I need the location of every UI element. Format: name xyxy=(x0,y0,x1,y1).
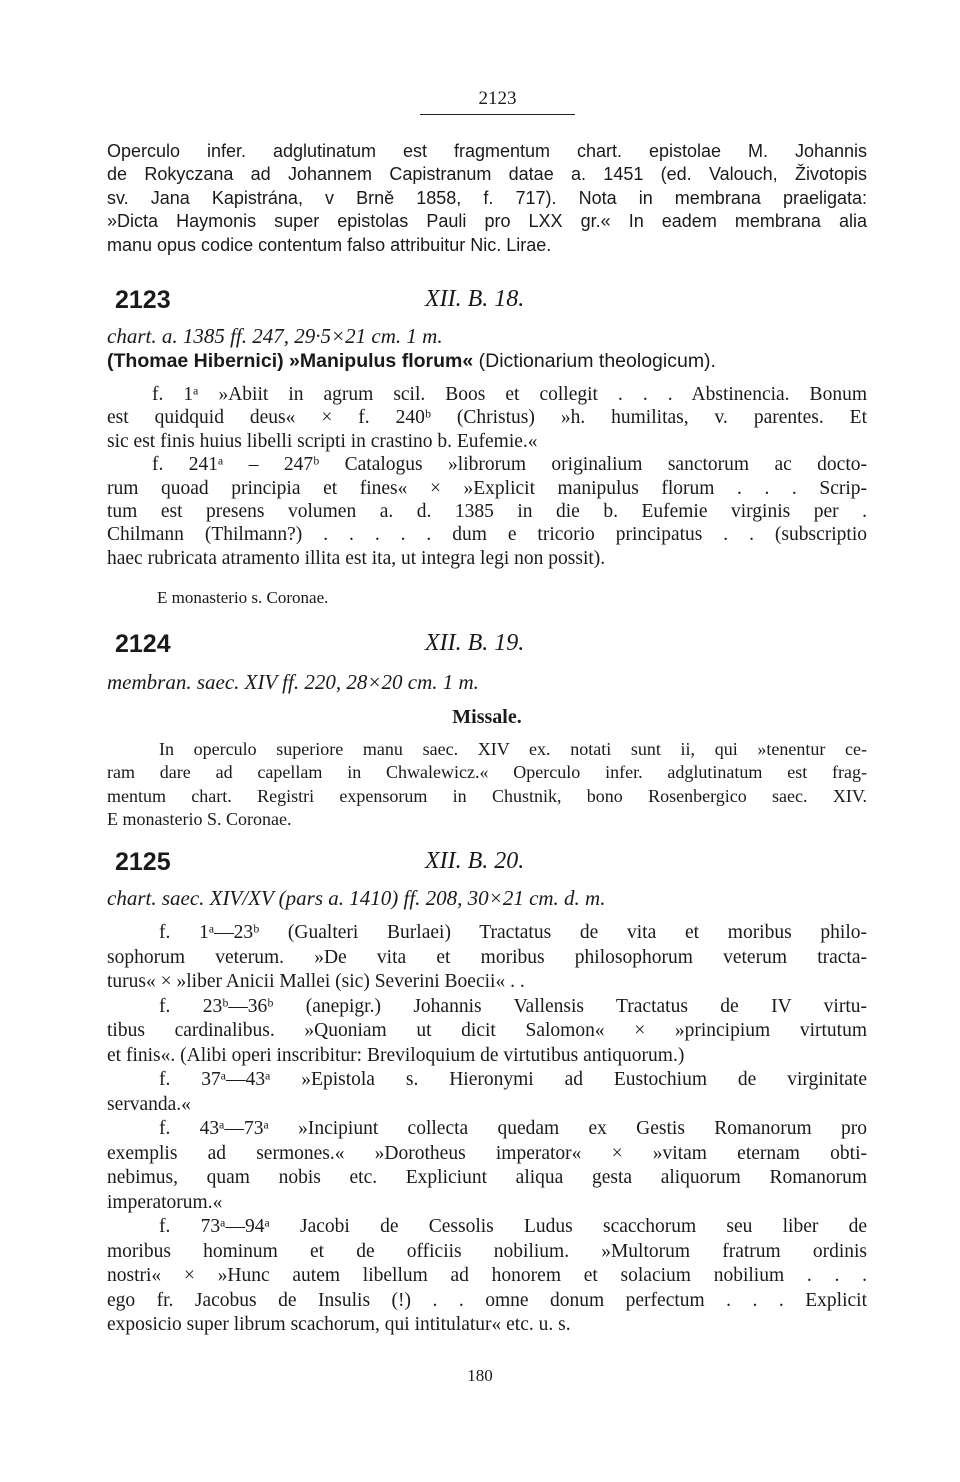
text-line: exposicio super librum scachorum, qui intitulatur« etc. u. s. xyxy=(107,1314,571,1335)
physical-description: chart. a. 1385 ff. 247, 29·5×21 cm. 1 m. xyxy=(107,324,443,348)
text-line: imperatorum.« xyxy=(107,1191,223,1213)
content-item xyxy=(107,1117,867,1215)
text-line: et finis«. (Alibi operi inscribitur: Breviloquium de virtutibus antiquorum.) xyxy=(107,1044,685,1066)
text-line: sic est finis huius libelli scripti in crastino b. Eufemie.« xyxy=(107,430,538,452)
text-line: moribus hominum et de officiis nobilium. »Multorum fratrum ordinis xyxy=(107,1240,867,1262)
text-line: servanda.« xyxy=(107,1093,191,1115)
text-line: f. 1ᵃ »Abiit in agrum scil. Boos et collegit . . . Abstinencia. Bonum xyxy=(152,384,867,405)
continuation-paragraph xyxy=(107,140,867,257)
text-line: f. 23ᵇ—36ᵇ (anepigr.) Johannis Vallensis Tractatus de IV virtu- xyxy=(159,995,867,1017)
text-line: nostri« × »Hunc autem libellum ad honorem et solacium nobilium . . . xyxy=(107,1265,867,1286)
text-line: est quidquid deus« × f. 240ᵇ (Christus) »h. humilitas, v. parentes. Et xyxy=(107,407,867,429)
entry-number: 2125 xyxy=(115,848,171,876)
text-line: ram dare ad capellam in Chwalewicz.« Operculo infer. adglutinatum est frag- xyxy=(107,762,867,783)
content-item xyxy=(107,1068,867,1117)
entry-number: 2124 xyxy=(115,630,171,658)
text-line: Operculo infer. adglutinatum est fragmentum chart. epistolae M. Johannis xyxy=(107,141,867,161)
text-line: sv. Jana Kapistrána, v Brně 1858, f. 717). Nota in membrana praeligata: xyxy=(107,187,867,208)
work-subtitle: (Dictionarium theologicum). xyxy=(473,350,716,372)
running-header-entry-number: 2123 xyxy=(420,88,575,115)
text-line: In operculo superiore manu saec. XIV ex. notati sunt ii, qui »tenentur ce- xyxy=(159,739,867,759)
physical-description: chart. saec. XIV/XV (pars a. 1410) ff. 208, 30×21 cm. d. m. xyxy=(107,886,606,910)
text-line: tum est presens volumen a. d. 1385 in die b. Eufemie virginis per . xyxy=(107,501,867,523)
content-item xyxy=(107,1215,867,1338)
entry-body-2124 xyxy=(107,738,867,832)
entry-body-2125 xyxy=(107,921,867,1338)
work-title: Missale. xyxy=(452,706,522,728)
work-title: (Thomae Hibernici) »Manipulus florum« xyxy=(107,350,474,372)
text-line: nebimus, quam nobis etc. Expliciunt aliqua gesta aliquorum Romanorum xyxy=(107,1167,867,1188)
text-line: f. 73ᵃ—94ᵃ Jacobi de Cessolis Ludus scacchorum seu liber de xyxy=(159,1216,867,1237)
text-line: ego fr. Jacobus de Insulis (!) . . omne donum perfectum . . . Explicit xyxy=(107,1289,867,1311)
text-line: exemplis ad sermones.« »Dorotheus imperator« × »vitam eternam obti- xyxy=(107,1142,867,1164)
text-line: turus« × »liber Anicii Mallei (sic) Severini Boecii« . . xyxy=(107,971,525,992)
provenance-note: E monasterio s. Coronae. xyxy=(157,588,329,607)
shelf-signature: XII. B. 18. xyxy=(425,286,525,312)
text-line: tibus cardinalibus. »Quoniam ut dicit Salomon« × »principium virtutum xyxy=(107,1020,867,1041)
content-item xyxy=(107,921,867,995)
entry-heading-2124 xyxy=(115,630,875,664)
text-line: sophorum veterum. »De vita et moribus philosophorum veterum tracta- xyxy=(107,946,867,968)
entry-heading-2125 xyxy=(115,848,875,882)
text-line: f. 241ᵃ – 247ᵇ Catalogus »librorum originalium sanctorum ac docto- xyxy=(152,454,867,476)
shelf-signature: XII. B. 19. xyxy=(425,630,525,656)
text-line: de Rokyczana ad Johannem Capistranum datae a. 1451 (ed. Valouch, Životopis xyxy=(107,164,867,185)
text-line: rum quoad principia et fines« × »Explicit manipulus florum . . . Scrip- xyxy=(107,477,867,499)
entry-number: 2123 xyxy=(115,286,171,314)
text-line: f. 1ᵃ—23ᵇ (Gualteri Burlaei) Tractatus de vita et moribus philo- xyxy=(159,922,867,943)
entry-title-line xyxy=(107,350,867,373)
text-line: Chilmann (Thilmann?) . . . . . dum e tricorio principatus . . (subscriptio xyxy=(107,524,867,546)
text-line: manu opus codice contentum falso attribuitur Nic. Lirae. xyxy=(107,234,552,255)
text-line: E monasterio S. Coronae. xyxy=(107,809,292,830)
physical-description: membran. saec. XIV ff. 220, 28×20 cm. 1 m. xyxy=(107,670,479,694)
shelf-signature: XII. B. 20. xyxy=(425,848,525,874)
entry-heading-2123 xyxy=(115,286,875,320)
entry-body-2123 xyxy=(107,383,867,570)
page-number: 180 xyxy=(467,1366,493,1385)
text-line: mentum chart. Registri expensorum in Chustnik, bono Rosenbergico saec. XIV. xyxy=(107,785,867,806)
text-line: »Dicta Haymonis super epistolas Pauli pro LXX gr.« In eadem membrana alia xyxy=(107,211,867,232)
text-line: haec rubricata atramento illita est ita, ut integra legi non possit). xyxy=(107,547,606,569)
text-line: f. 37ᵃ—43ᵃ »Epistola s. Hieronymi ad Eustochium de virginitate xyxy=(159,1069,867,1090)
content-item xyxy=(107,995,867,1069)
text-line: f. 43ᵃ—73ᵃ »Incipiunt collecta quedam ex Gestis Romanorum pro xyxy=(159,1118,867,1139)
